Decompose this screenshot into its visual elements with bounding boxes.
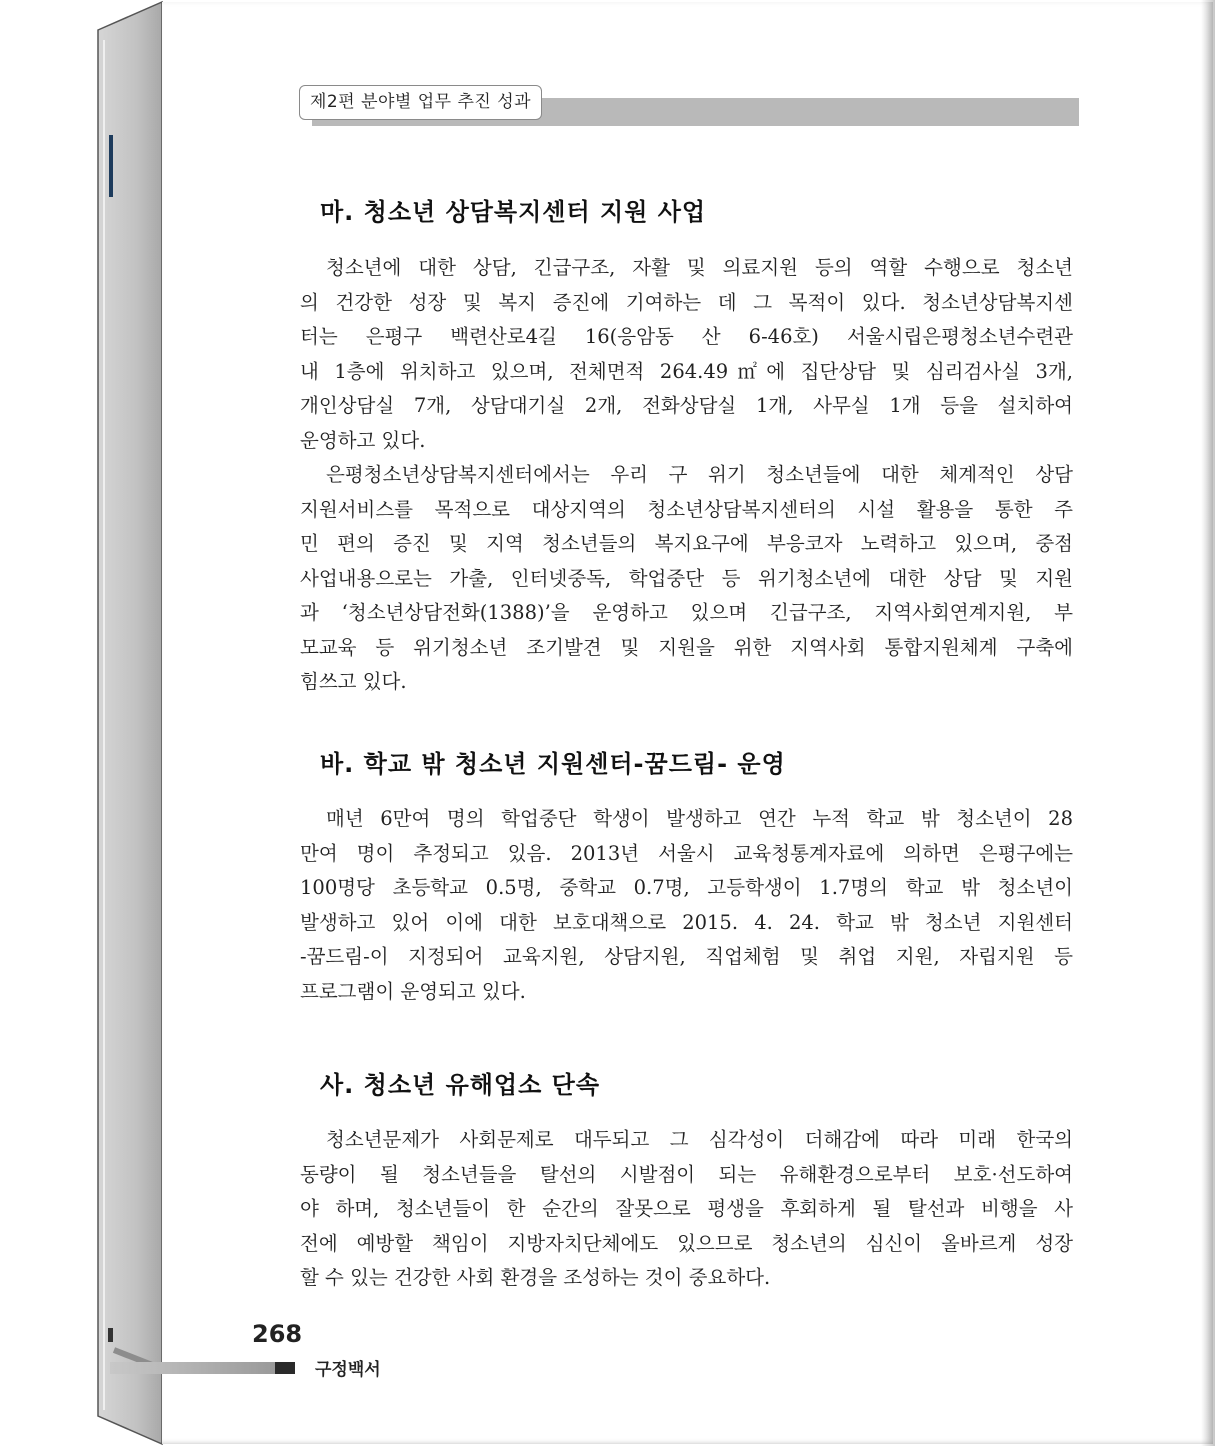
chapter-tab: 제2편 분야별 업무 추진 성과 — [299, 85, 542, 120]
text-line: 지원서비스를 목적으로 대상지역의 청소년상담복지센터의 시설 활용을 통한 주 — [300, 497, 1073, 521]
section-sa-paragraph-1 — [300, 1123, 1073, 1296]
section-title-ba: 바. 학교 밖 청소년 지원센터-꿈드림- 운영 — [320, 750, 786, 778]
text-line: 내 1층에 위치하고 있으며, 전체면적 264.49㎡에 집단상담 및 심리검사실 3개, — [300, 359, 1073, 383]
text-line: 전에 예방할 책임이 지방자치단체에도 있으므로 청소년의 심신이 올바르게 성장 — [300, 1231, 1073, 1255]
text-line: 의 건강한 성장 및 복지 증진에 기여하는 데 그 목적이 있다. 청소년상담복지센 — [300, 290, 1073, 314]
section-ma-paragraph-2 — [300, 458, 1073, 700]
text-line: 야 하며, 청소년들이 한 순간의 잘못으로 평생을 후회하게 될 탈선과 비행을 사 — [300, 1197, 1073, 1220]
section-ba-paragraph-1 — [300, 802, 1073, 1009]
text-line: 발생하고 있어 이에 대한 보호대책으로 2015. 4. 24. 학교 밖 청소년 지원센터 — [300, 910, 1073, 934]
text-line: 청소년문제가 사회문제로 대두되고 그 심각성이 더해감에 따라 미래 한국의 — [326, 1128, 1073, 1151]
text-line: 사업내용으로는 가출, 인터넷중독, 학업중단 등 위기청소년에 대한 상담 및 지원 — [300, 566, 1073, 590]
text-line: 100명당 초등학교 0.5명, 중학교 0.7명, 고등학생이 1.7명의 학교 밖 청소년이 — [300, 876, 1073, 899]
text-line: 만여 명이 추정되고 있음. 2013년 서울시 교육청통계자료에 의하면 은평구에는 — [300, 841, 1073, 865]
text-line: 터는 은평구 백련산로4길 16(응암동 산 6-46호) 서울시립은평청소년수련관 — [300, 325, 1073, 348]
page-number: 268 — [252, 1320, 303, 1348]
text-line: 민 편의 증진 및 지역 청소년들의 복지요구에 부응코자 노력하고 있으며, 중점 — [300, 532, 1073, 555]
text-line: 개인상담실 7개, 상담대기실 2개, 전화상담실 1개, 사무실 1개 등을 설치하여 — [300, 394, 1073, 417]
page-edge-shadow — [1201, 0, 1215, 1446]
section-ma-paragraph-1 — [300, 251, 1073, 458]
footer-rule-bar — [110, 1362, 275, 1374]
text-line: 은평청소년상담복지센터에서는 우리 구 위기 청소년들에 대한 체계적인 상담 — [326, 463, 1073, 486]
text-line: 과 ‘청소년상담전화(1388)’을 운영하고 있으며 긴급구조, 지역사회연계지원, 부 — [300, 601, 1073, 624]
section-title-ma: 마. 청소년 상담복지센터 지원 사업 — [320, 198, 707, 226]
text-line: -꿈드림-이 지정되어 교육지원, 상담지원, 직업체험 및 취업 지원, 자립지원 등 — [300, 945, 1073, 968]
text-line: 프로그램이 운영되고 있다. — [300, 979, 526, 1003]
footer-book-title: 구정백서 — [315, 1360, 381, 1380]
text-line: 할 수 있는 건강한 사회 환경을 조성하는 것이 중요하다. — [300, 1266, 771, 1289]
footer-rule-marker — [275, 1362, 295, 1374]
text-line: 운영하고 있다. — [300, 428, 426, 452]
text-line: 모교육 등 위기청소년 조기발견 및 지원을 위한 지역사회 통합지원체계 구축에 — [300, 635, 1073, 659]
text-line: 힘쓰고 있다. — [300, 670, 407, 693]
text-line: 매년 6만여 명의 학업중단 학생이 발생하고 연간 누적 학교 밖 청소년이 28 — [326, 807, 1073, 830]
book-spine — [0, 0, 170, 1446]
text-line: 동량이 될 청소년들을 탈선의 시발점이 되는 유해환경으로부터 보호·선도하여 — [300, 1162, 1073, 1186]
text-line: 청소년에 대한 상담, 긴급구조, 자활 및 의료지원 등의 역할 수행으로 청소년 — [326, 256, 1073, 279]
section-title-sa: 사. 청소년 유해업소 단속 — [320, 1071, 601, 1099]
